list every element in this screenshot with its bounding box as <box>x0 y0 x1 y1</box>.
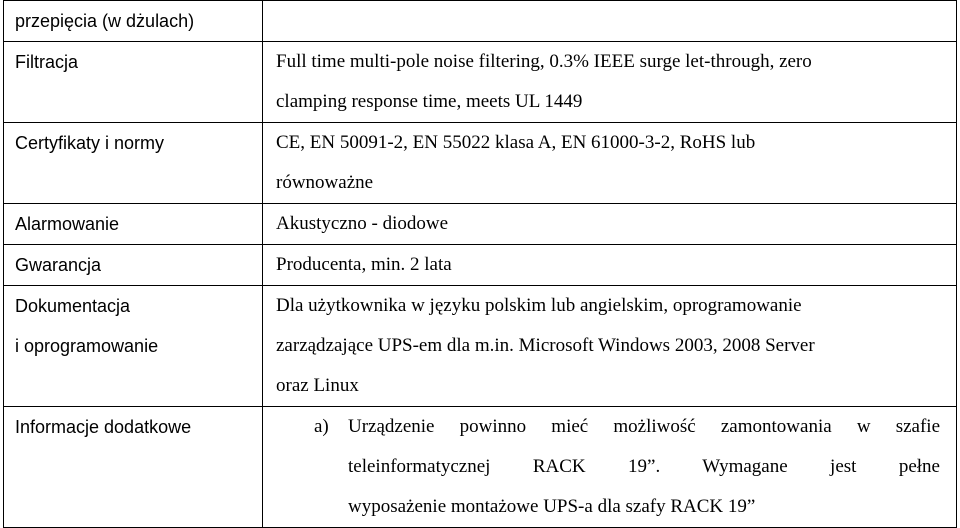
row-value-cell <box>263 1 957 42</box>
row-label: Informacje dodatkowe <box>15 417 192 437</box>
row-label: i oprogramowanie <box>15 336 159 356</box>
row-label-cell <box>4 204 263 245</box>
row-label-cell <box>4 1 263 42</box>
row-value-line: zarządzające UPS-em dla m.in. Microsoft Windows 2003, 2008 Server <box>276 335 815 356</box>
row-label: Certyfikaty i normy <box>15 133 165 153</box>
list-item-line: teleinformatycznej RACK 19”. Wymagane jest pełne <box>348 456 940 477</box>
table-row <box>4 245 957 286</box>
row-value-line: Dla użytkownika w języku polskim lub angielskim, oprogramowanie <box>276 295 802 316</box>
row-value-line: równoważne <box>276 172 374 193</box>
row-label: Dokumentacja <box>15 296 131 316</box>
row-value-cell <box>263 204 957 245</box>
row-label: Alarmowanie <box>15 214 120 234</box>
table-row <box>4 407 957 528</box>
row-label-cell <box>4 245 263 286</box>
specification-table <box>3 0 957 528</box>
table-row <box>4 123 957 204</box>
row-value-line: Full time multi-pole noise filtering, 0.3% IEEE surge let-through, zero <box>276 51 812 72</box>
list-marker: a) <box>314 416 329 437</box>
row-label: Gwarancja <box>15 255 102 275</box>
list-item-line: Urządzenie powinno mieć możliwość zamontowania w szafie <box>348 416 940 437</box>
list-item <box>263 407 956 527</box>
table-row <box>4 42 957 123</box>
row-value-line: oraz Linux <box>276 375 359 396</box>
table-row <box>4 286 957 407</box>
row-label: Filtracja <box>15 52 79 72</box>
table-row <box>4 1 957 42</box>
row-value-line: Akustyczno - diodowe <box>276 213 449 234</box>
row-label: przepięcia (w dżulach) <box>15 11 195 31</box>
row-label-cell <box>4 286 263 407</box>
row-label-cell <box>4 123 263 204</box>
row-value-cell <box>263 42 957 123</box>
row-value-cell <box>263 407 957 528</box>
row-value-line: clamping response time, meets UL 1449 <box>276 91 583 112</box>
empty-value <box>263 1 956 41</box>
table-row <box>4 204 957 245</box>
row-value-line: Producenta, min. 2 lata <box>276 254 452 275</box>
row-value-cell <box>263 123 957 204</box>
list-item-line: wyposażenie montażowe UPS-a dla szafy RACK 19” <box>348 496 756 517</box>
row-value-cell <box>263 286 957 407</box>
row-value-cell <box>263 245 957 286</box>
row-value-line: CE, EN 50091-2, EN 55022 klasa A, EN 61000-3-2, RoHS lub <box>276 132 756 153</box>
row-label-cell <box>4 42 263 123</box>
row-label-cell <box>4 407 263 528</box>
